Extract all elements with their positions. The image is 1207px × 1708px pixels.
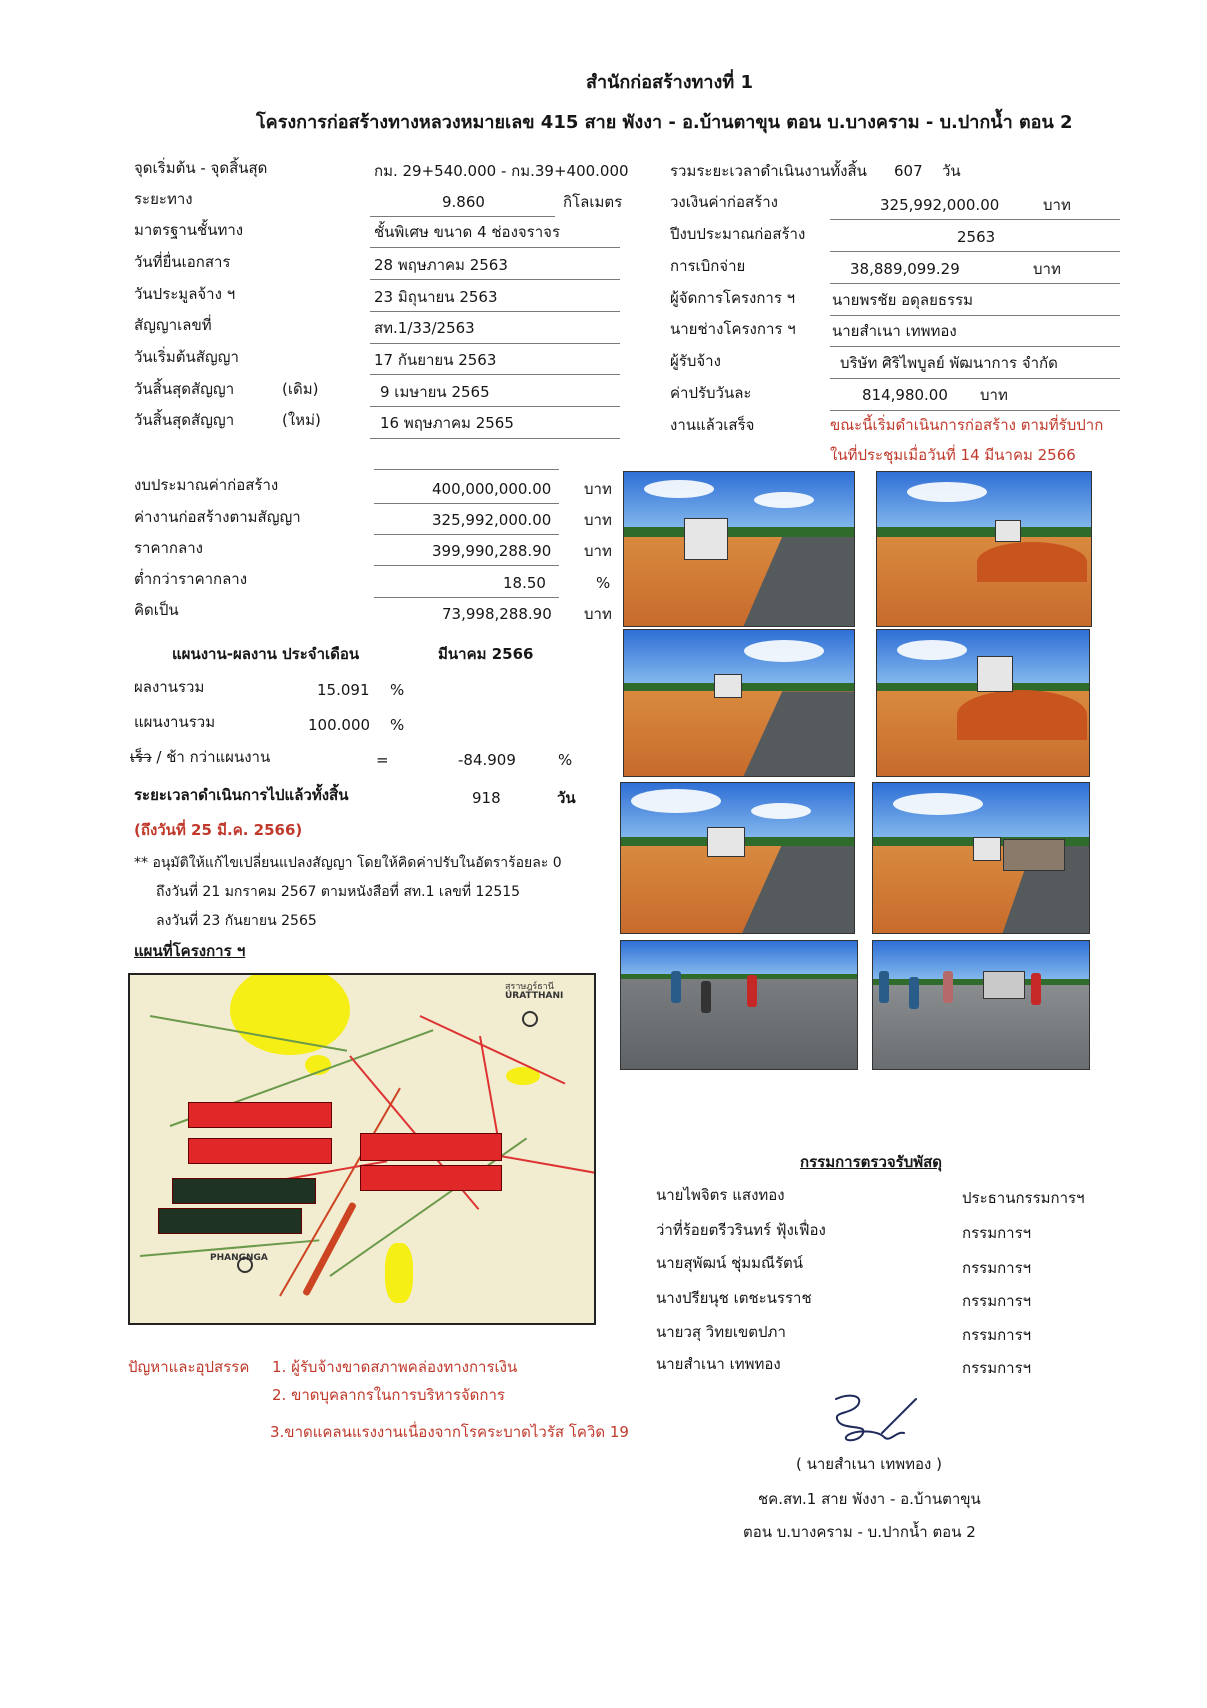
- budget-value: 18.50: [503, 574, 546, 592]
- budget-value: 400,000,000.00: [432, 480, 552, 498]
- note-line: ถึงวันที่ 21 มกราคม 2567 ตามหนังสือที่ สท.1 เลขที่ 12515: [156, 884, 521, 900]
- info-value: กม. 29+540.000 - กม.39+400.000: [374, 162, 629, 180]
- committee-role: กรรมการฯ: [962, 1259, 1032, 1277]
- map-label-box: [188, 1138, 332, 1164]
- committee-name: นายวสุ วิทยเขตปภา: [656, 1323, 786, 1341]
- diff-label: [130, 748, 270, 766]
- committee-name: ว่าที่ร้อยตรีวรินทร์ ฟุ้งเฟื่อง: [656, 1221, 826, 1239]
- site-photo: [872, 940, 1090, 1070]
- budget-label: คิดเป็น: [134, 601, 179, 619]
- budget-value: 399,990,288.90: [432, 542, 552, 560]
- site-photo: [620, 782, 855, 934]
- budget-label: งบประมาณค่าก่อสร้าง: [134, 476, 279, 494]
- elapsed-unit: วัน: [557, 789, 576, 807]
- site-photo: [623, 629, 855, 777]
- info-value: 28 พฤษภาคม 2563: [374, 256, 508, 274]
- budget-value: 73,998,288.90: [442, 605, 552, 623]
- info-value: 9.860: [442, 193, 485, 211]
- info-value: ชั้นพิเศษ ขนาด 4 ช่องจราจร: [374, 223, 561, 241]
- elapsed-value: 918: [472, 789, 501, 807]
- problem-item: 3.ขาดแคลนแรงงานเนื่องจากโรคระบาดไวรัส โควิด 19: [270, 1423, 629, 1441]
- site-photo: [620, 940, 858, 1070]
- signer-position: ตอน บ.บางคราม - บ.ปากน้ำ ตอน 2: [743, 1523, 976, 1541]
- info-value: 17 กันยายน 2563: [374, 351, 497, 369]
- progress-heading: แผนงาน-ผลงาน ประจำเดือน: [172, 645, 360, 663]
- committee-role: กรรมการฯ: [962, 1326, 1032, 1344]
- info-label: การเบิกจ่าย: [670, 257, 746, 275]
- site-photo: [876, 471, 1092, 627]
- budget-label: ต่ำกว่าราคากลาง: [134, 570, 248, 588]
- info-unit: กิโลเมตร: [563, 193, 623, 211]
- committee-name: นายไพจิตร แสงทอง: [656, 1186, 785, 1204]
- info-label: วันประมูลจ้าง ฯ: [134, 285, 236, 303]
- info-label: วงเงินค่าก่อสร้าง: [670, 193, 778, 211]
- completion-status: ขณะนี้เริ่มดำเนินการก่อสร้าง ตามที่รับปาก: [830, 416, 1104, 434]
- info-value: 325,992,000.00: [880, 196, 1000, 214]
- info-label: วันที่ยื่นเอกสาร: [134, 253, 231, 271]
- budget-value: 325,992,000.00: [432, 511, 552, 529]
- map-marker-icon: [237, 1257, 253, 1273]
- budget-unit: บาท: [584, 605, 612, 623]
- info-value: นายสำเนา เทพทอง: [832, 322, 957, 340]
- budget-unit: %: [596, 574, 611, 592]
- info-label: วันสิ้นสุดสัญญา: [134, 380, 235, 398]
- map-label: PHANGNGA: [210, 1253, 268, 1263]
- project-map: [128, 973, 596, 1325]
- budget-label: ราคากลาง: [134, 539, 203, 557]
- committee-role: กรรมการฯ: [962, 1224, 1032, 1242]
- info-tag: (ใหม่): [282, 411, 321, 429]
- map-label-box: [360, 1165, 502, 1191]
- info-label: สัญญาเลขที่: [134, 316, 212, 334]
- map-label: สุราษฎร์ธานี: [505, 982, 554, 992]
- map-label-box: [188, 1102, 332, 1128]
- problems-heading: ปัญหาและอุปสรรค: [128, 1358, 250, 1376]
- info-value: สท.1/33/2563: [374, 319, 475, 337]
- elapsed-label: ระยะเวลาดำเนินการไปแล้วทั้งสิ้น: [134, 786, 349, 804]
- info-label: ผู้รับจ้าง: [670, 352, 721, 370]
- plan-value: 100.000: [308, 716, 371, 734]
- site-photo: [872, 782, 1090, 934]
- info-label: งานแล้วเสร็จ: [670, 416, 755, 434]
- info-value: 16 พฤษภาคม 2565: [380, 414, 514, 432]
- signer-name: ( นายสำเนา เทพทอง ): [796, 1455, 942, 1473]
- project-title: โครงการก่อสร้างทางหลวงหมายเลข 415 สาย พังงา - อ.บ้านตาขุน ตอน บ.บางคราม - บ.ปากน้ำ ตอน 2: [256, 112, 1073, 133]
- completion-status-line2: ในที่ประชุมเมื่อวันที่ 14 มีนาคม 2566: [830, 446, 1076, 464]
- committee-name: นางปรียนุช เตชะนรราช: [656, 1289, 812, 1307]
- diff-unit: %: [558, 751, 573, 769]
- committee-name: นายสุพัฒน์ ชุ่มมณีรัตน์: [656, 1254, 804, 1272]
- diff-label-rest: / ช้า กว่าแผนงาน: [151, 748, 271, 766]
- map-label-box: [158, 1208, 302, 1234]
- info-value: 23 มิถุนายน 2563: [374, 288, 498, 306]
- diff-label-strike: เร็ว: [130, 748, 152, 766]
- info-value: 9 เมษายน 2565: [380, 383, 490, 401]
- info-label: ผู้จัดการโครงการ ฯ: [670, 289, 796, 307]
- signature-image: [818, 1391, 928, 1451]
- info-label: จุดเริ่มต้น - จุดสิ้นสุด: [134, 159, 268, 177]
- info-value: 607: [894, 162, 923, 180]
- committee-role: กรรมการฯ: [962, 1359, 1032, 1377]
- map-label-box: [172, 1178, 316, 1204]
- info-label: วันสิ้นสุดสัญญา: [134, 411, 235, 429]
- actual-unit: %: [390, 681, 405, 699]
- info-value: 814,980.00: [862, 386, 948, 404]
- signer-position: ชค.สท.1 สาย พังงา - อ.บ้านตาขุน: [758, 1490, 981, 1508]
- info-label: วันเริ่มต้นสัญญา: [134, 348, 239, 366]
- map-marker-icon: [522, 1011, 538, 1027]
- info-unit: บาท: [1043, 196, 1071, 214]
- info-label: รวมระยะเวลาดำเนินงานทั้งสิ้น: [670, 162, 867, 180]
- map-label: URATTHANI: [505, 991, 564, 1001]
- info-value: 2563: [957, 228, 996, 246]
- map-label-box: [360, 1133, 502, 1161]
- info-label: มาตรฐานชั้นทาง: [134, 221, 244, 239]
- problem-item: 1. ผู้รับจ้างขาดสภาพคล่องทางการเงิน: [272, 1358, 518, 1376]
- info-label: นายช่างโครงการ ฯ: [670, 320, 796, 338]
- committee-heading: กรรมการตรวจรับพัสดุ: [800, 1153, 943, 1171]
- info-unit: บาท: [1033, 260, 1061, 278]
- note-line: ** อนุมัติให้แก้ไขเปลี่ยนแปลงสัญญา โดยให้คิดค่าปรับในอัตราร้อยละ 0: [134, 855, 562, 871]
- plan-unit: %: [390, 716, 405, 734]
- project-route: [302, 1201, 357, 1296]
- budget-unit: บาท: [584, 542, 612, 560]
- note-line: ลงวันที่ 23 กันยายน 2565: [156, 913, 317, 929]
- info-label: ระยะทาง: [134, 190, 193, 208]
- budget-unit: บาท: [584, 480, 612, 498]
- info-label: ปีงบประมาณก่อสร้าง: [670, 225, 806, 243]
- info-value: บริษัท ศิริไพบูลย์ พัฒนาการ จำกัด: [840, 354, 1058, 372]
- info-tag: (เดิม): [282, 380, 319, 398]
- office-title: สำนักก่อสร้างทางที่ 1: [586, 72, 753, 93]
- committee-name: นายสำเนา เทพทอง: [656, 1355, 781, 1373]
- actual-label: ผลงานรวม: [134, 678, 205, 696]
- budget-label: ค่างานก่อสร้างตามสัญญา: [134, 508, 301, 526]
- info-label: ค่าปรับวันละ: [670, 384, 752, 402]
- committee-role: ประธานกรรมการฯ: [962, 1189, 1085, 1207]
- info-unit: วัน: [942, 162, 961, 180]
- info-unit: บาท: [980, 386, 1008, 404]
- info-value: นายพรชัย อดุลยธรรม: [832, 291, 974, 309]
- diff-value: -84.909: [458, 751, 516, 769]
- info-value: 38,889,099.29: [850, 260, 960, 278]
- map-heading: แผนที่โครงการ ฯ: [134, 942, 246, 960]
- problem-item: 2. ขาดบุคลากรในการบริหารจัดการ: [272, 1386, 505, 1404]
- as-of-date: (ถึงวันที่ 25 มี.ค. 2566): [134, 821, 303, 839]
- diff-equals: =: [376, 751, 389, 769]
- budget-unit: บาท: [584, 511, 612, 529]
- plan-label: แผนงานรวม: [134, 713, 216, 731]
- progress-month: มีนาคม 2566: [438, 645, 534, 663]
- site-photo: [876, 629, 1090, 777]
- committee-role: กรรมการฯ: [962, 1292, 1032, 1310]
- site-photo: [623, 471, 855, 627]
- actual-value: 15.091: [317, 681, 370, 699]
